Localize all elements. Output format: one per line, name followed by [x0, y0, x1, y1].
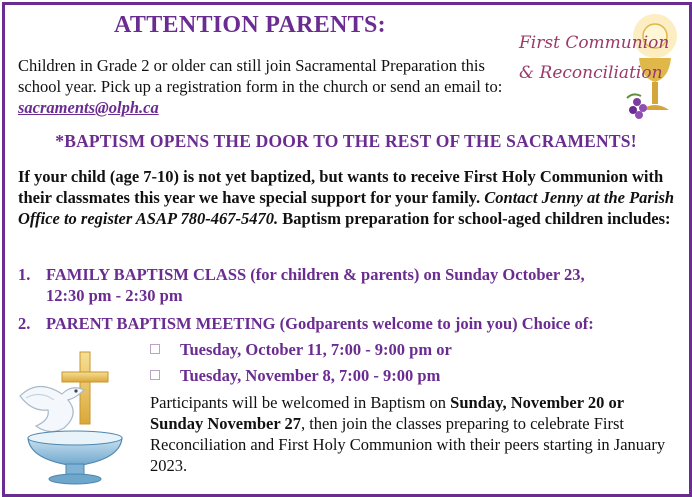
intro-paragraph: [18, 55, 508, 118]
dove-cross-font-icon: [10, 338, 140, 488]
list-item-text: FAMILY BAPTISM CLASS (for children & parents) on Sunday October 23,: [46, 265, 585, 284]
list-item-parent-meeting: [18, 313, 678, 334]
checkbox-icon: [150, 370, 160, 380]
baptism-dates: Sunday, November 20 or Sunday November 27: [150, 393, 624, 433]
option-label: Tuesday, November 8, 7:00 - 9:00 pm: [180, 366, 441, 385]
closing-part-2: , then join the classes preparing to celebrate First Reconciliation and First Holy Communion with their peers starting in January 2023.: [150, 414, 666, 475]
list-item-family-class: [18, 264, 668, 306]
logo-line-1: First Communion: [519, 33, 670, 53]
page-title: ATTENTION PARENTS:: [114, 12, 386, 38]
baptism-headline: *BAPTISM OPENS THE DOOR TO THE REST OF THE SACRAMENTS!: [55, 131, 637, 151]
checkbox-icon: [150, 344, 160, 354]
option-label: Tuesday, October 11, 7:00 - 9:00 pm or: [180, 340, 452, 359]
list-item-text: PARENT BAPTISM MEETING (Godparents welcome to join you) Choice of:: [46, 314, 594, 333]
list-number: 2.: [18, 314, 31, 333]
first-communion-logo: [515, 6, 677, 124]
closing-paragraph: [150, 392, 680, 476]
logo-line-2: & Reconciliation: [519, 63, 663, 83]
list-item-time: 12:30 pm - 2:30 pm: [46, 286, 183, 305]
baptism-paragraph: [18, 166, 678, 229]
paragraph-part-1: If your child (age 7-10) is not yet baptized, but wants to receive First Holy Communion with their classmates this year we have special support for your family.: [18, 167, 664, 207]
closing-part-1: Participants will be welcomed in Baptism on: [150, 393, 451, 412]
email-link[interactable]: sacraments@olph.ca: [18, 98, 159, 117]
meeting-option-1: [150, 340, 452, 360]
contact-text: Contact Jenny at the Parish Office to register ASAP 780-467-5470.: [18, 188, 675, 228]
intro-text: Children in Grade 2 or older can still join Sacramental Preparation this school year. Pick up a registration form in the church or send an email to:: [18, 56, 503, 96]
meeting-option-2: [150, 366, 440, 386]
paragraph-part-2: Baptism preparation for school-aged children includes:: [278, 209, 671, 228]
list-number: 1.: [18, 265, 31, 284]
